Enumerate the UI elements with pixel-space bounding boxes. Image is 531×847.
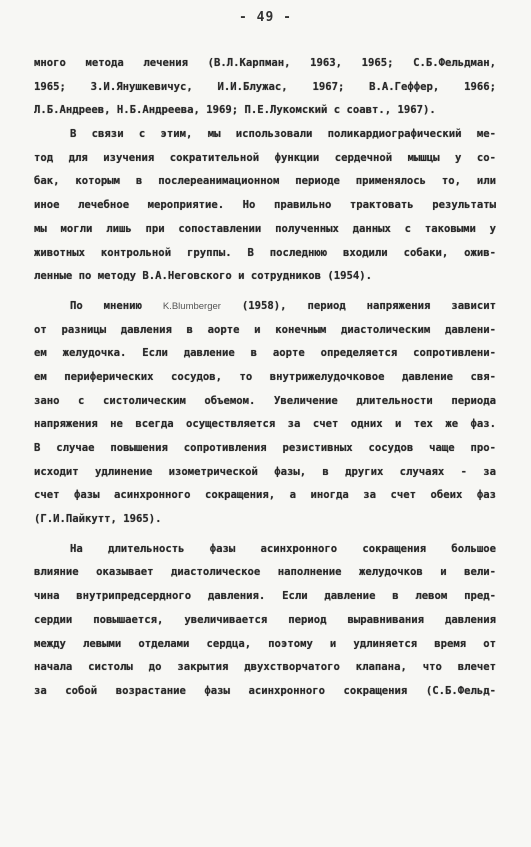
text-line: начала систолы до закрытия двухстворчатого клапана, что влечет xyxy=(34,661,496,674)
text-line: Л.Б.Андреев, Н.Б.Андреева, 1969; П.Е.Лукомский с соавт., 1967). xyxy=(34,104,436,117)
paragraph-start-line: В связи с этим, мы использовали поликардиографический ме- xyxy=(70,128,496,141)
text-line: мы могли лишь при сопоставлении полученных данных с таковыми у xyxy=(34,222,496,235)
document-body xyxy=(34,52,496,704)
text-line: счет фазы асинхронного сокращения, а иногда за счет обеих фаз xyxy=(34,489,496,502)
text-line: тод для изучения сократительной функции сердечной мышцы у со- xyxy=(34,151,496,164)
text-fragment: (1958), период напряжения зависит xyxy=(241,299,496,312)
paragraph-start-line: На длительность фазы асинхронного сокращения большое xyxy=(70,542,496,555)
text-line: бак, которым в послереанимационном периоде применялось то, или xyxy=(34,175,496,188)
paragraph-start-line xyxy=(34,295,496,319)
text-line: В случае повышения сопротивления резистивных сосудов чаще про- xyxy=(34,442,496,454)
text-line: много метода лечения (В.Л.Карпман, 1963, 1965; С.Б.Фельдман, xyxy=(34,57,496,69)
text-line: животных контрольной группы. В последнюю входили собаки, ожив- xyxy=(34,246,496,259)
text-line: ленные по методу В.А.Неговского и сотрудников (1954). xyxy=(34,270,373,283)
text-line: зано с систолическим объемом. Увеличение длительности периода xyxy=(34,394,496,407)
cited-author-name: K.Blumberger xyxy=(162,300,221,312)
text-line: за собой возрастание фазы асинхронного сокращения (С.Б.Фельд- xyxy=(34,684,496,697)
text-line: чина внутрипредсердного давления. Если давление в левом пред- xyxy=(34,590,496,603)
text-line: ем желудочка. Если давление в аорте определяется сопротивлени- xyxy=(34,347,496,360)
text-line: иное лечебное мероприятие. Но правильно трактовать результаты xyxy=(34,199,496,212)
text-line: влияние оказывает диастолическое наполнение желудочков и вели- xyxy=(34,566,496,579)
text-line: от разницы давления в аорте и конечным диастолическим давлени- xyxy=(34,323,496,336)
page-number: - 49 - xyxy=(239,10,292,25)
text-line: 1965; З.И.Янушкевичус, И.И.Блужас, 1967; В.А.Геффер, 1966; xyxy=(34,80,496,93)
text-fragment: По мнению xyxy=(70,299,142,312)
text-line: ем периферических сосудов, то внутрижелудочковое давление свя- xyxy=(34,370,496,383)
text-line: исходит удлинение изометрической фазы, в других случаях - за xyxy=(34,465,496,478)
text-line: сердии повышается, увеличивается период выравнивания давления xyxy=(34,613,496,626)
text-line: (Г.И.Пайкутт, 1965). xyxy=(34,513,162,526)
text-line: между левыми отделами сердца, поэтому и удлиняется время от xyxy=(34,637,496,650)
text-line: напряжения не всегда осуществляется за счет одних и тех же фаз. xyxy=(34,418,496,431)
